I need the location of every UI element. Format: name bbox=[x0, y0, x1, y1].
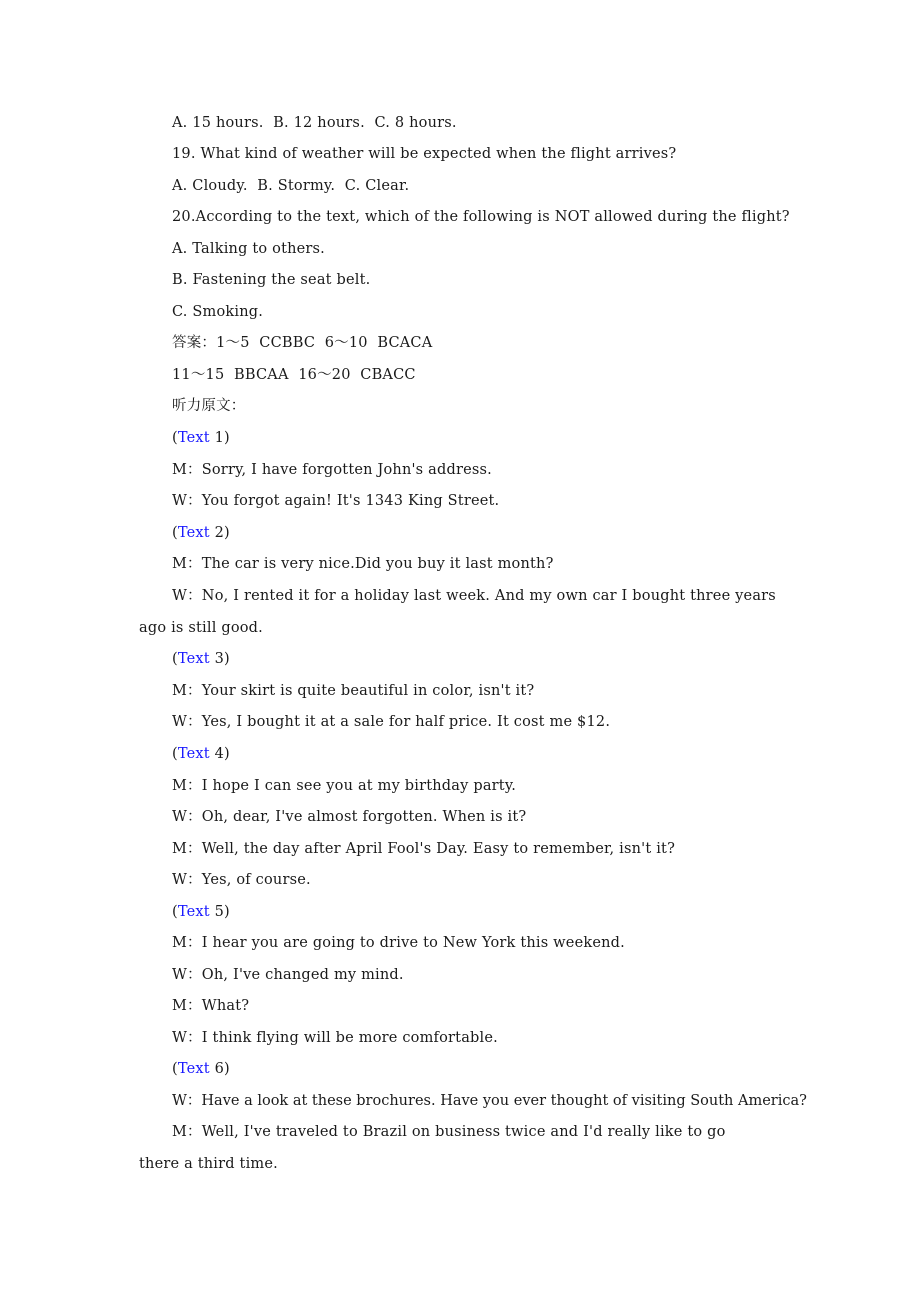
text-4-label: (Text 4) bbox=[172, 746, 230, 762]
text-5-label: (Text 5) bbox=[172, 904, 230, 920]
transcript-heading: 听力原文： bbox=[172, 398, 246, 414]
q20-option-a: A. Talking to others. bbox=[172, 241, 325, 257]
text-label-word: Text bbox=[177, 430, 210, 446]
dialogue-line: W：No, I rented it for a holiday last week. And my own car I bought three years bbox=[172, 588, 776, 604]
dialogue-line: M：Sorry, I have forgotten John's address. bbox=[172, 462, 492, 478]
text-label-word: Text bbox=[177, 651, 210, 667]
dialogue-line: W：Yes, I bought it at a sale for half price. It cost me $12. bbox=[172, 714, 611, 730]
text-3-label: (Text 3) bbox=[172, 651, 230, 667]
q20-option-c: C. Smoking. bbox=[172, 304, 264, 320]
dialogue-line: M：I hope I can see you at my birthday party. bbox=[172, 778, 517, 794]
text-label-word: Text bbox=[177, 904, 210, 920]
dialogue-line: W：Oh, dear, I've almost forgotten. When is it? bbox=[172, 809, 527, 825]
dialogue-line: M：Well, I've traveled to Brazil on business twice and I'd really like to go bbox=[172, 1124, 726, 1140]
q20-question: 20.According to the text, which of the following is NOT allowed during the flight? bbox=[172, 209, 790, 225]
text-1-label: (Text 1) bbox=[172, 430, 230, 446]
dialogue-line-continuation: ago is still good. bbox=[139, 620, 263, 636]
dialogue-line: W：You forgot again! It's 1343 King Street. bbox=[172, 493, 500, 509]
dialogue-line: M：What? bbox=[172, 998, 250, 1014]
q20-option-b: B. Fastening the seat belt. bbox=[172, 272, 371, 288]
text-6-label: (Text 6) bbox=[172, 1061, 230, 1077]
dialogue-line: M：Well, the day after April Fool's Day. Easy to remember, isn't it? bbox=[172, 841, 676, 857]
text-label-word: Text bbox=[177, 1061, 210, 1077]
q19-options: A. Cloudy. B. Stormy. C. Clear. bbox=[172, 178, 410, 194]
dialogue-line: W：Have a look at these brochures. Have you ever thought of visiting South America? bbox=[172, 1093, 807, 1109]
dialogue-line: M：I hear you are going to drive to New York this weekend. bbox=[172, 935, 625, 951]
dialogue-line: M：The car is very nice.Did you buy it last month? bbox=[172, 556, 554, 572]
text-label-word: Text bbox=[177, 525, 210, 541]
text-2-label: (Text 2) bbox=[172, 525, 230, 541]
dialogue-line-continuation: there a third time. bbox=[139, 1156, 278, 1172]
answer-key-line-1: 答案：1～5 CCBBC 6～10 BCACA bbox=[172, 335, 433, 351]
q19-question: 19. What kind of weather will be expected when the flight arrives? bbox=[172, 146, 677, 162]
text-label-word: Text bbox=[177, 746, 210, 762]
dialogue-line: W：I think flying will be more comfortable. bbox=[172, 1030, 498, 1046]
q18-options: A. 15 hours. B. 12 hours. C. 8 hours. bbox=[172, 115, 457, 131]
dialogue-line: W：Oh, I've changed my mind. bbox=[172, 967, 404, 983]
answer-key-line-2: 11～15 BBCAA 16～20 CBACC bbox=[172, 367, 416, 383]
dialogue-line: M：Your skirt is quite beautiful in color, isn't it? bbox=[172, 683, 535, 699]
dialogue-line: W：Yes, of course. bbox=[172, 872, 311, 888]
